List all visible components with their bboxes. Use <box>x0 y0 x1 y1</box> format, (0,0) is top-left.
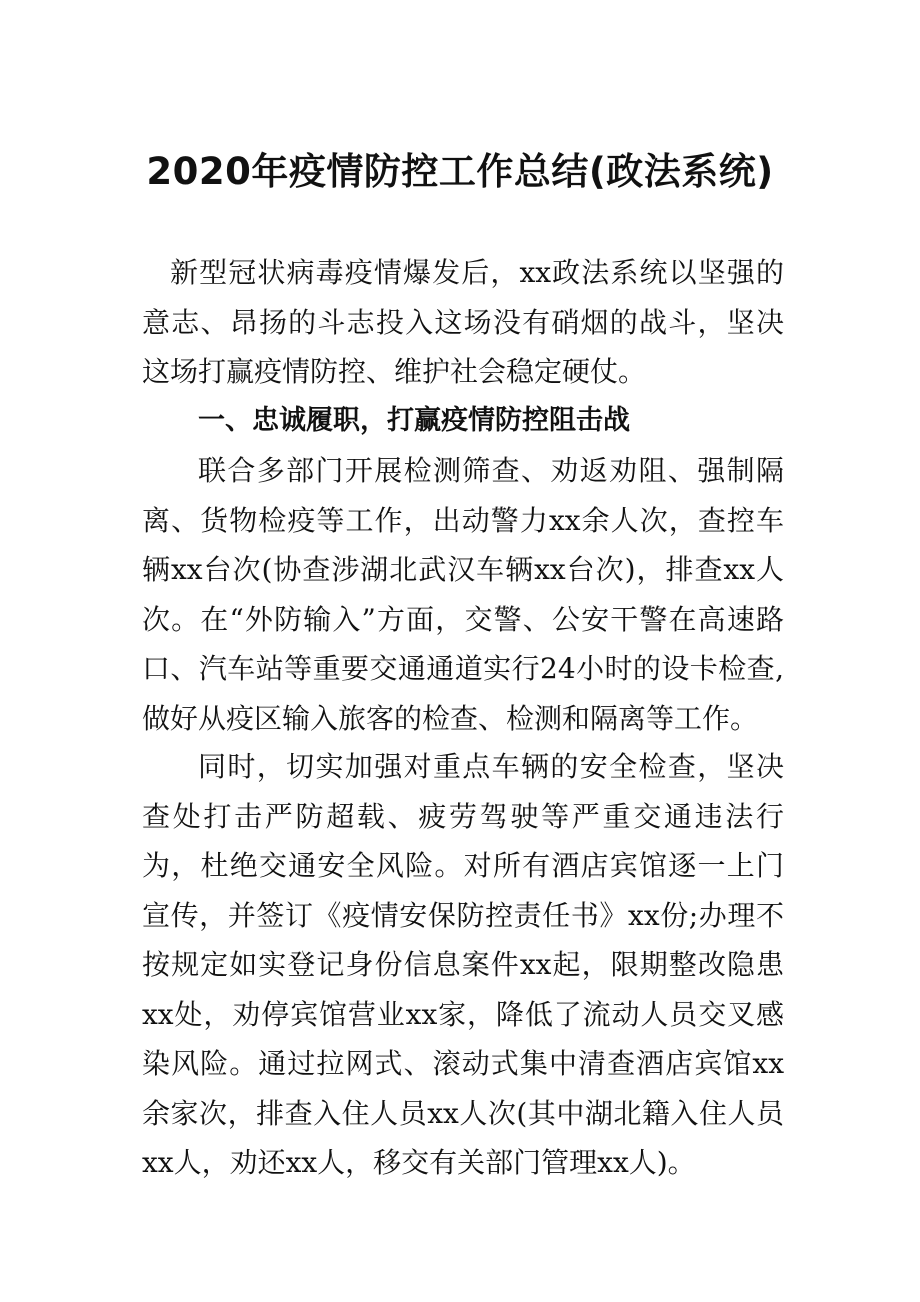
intro-paragraph: 新型冠状病毒疫情爆发后，xx政法系统以坚强的意志、昂扬的斗志投入这场没有硝烟的战斗，坚决这场打赢疫情防控、维护社会稳定硬仗。 <box>142 256 784 388</box>
document-title: 2020年疫情防控工作总结(政法系统) <box>146 150 774 193</box>
section-heading-1: 一、忠诚履职，打赢疫情防控阻击战 <box>198 405 630 436</box>
section-1-paragraph-2: 同时，切实加强对重点车辆的安全检查，坚决查处打击严防超载、疲劳驾驶等严重交通违法行为，杜绝交通安全风险。对所有酒店宾馆逐一上门宣传，并签订《疫情安保防控责任书》xx份;办理不按规定如实登记身份信息案件xx起，限期整改隐患xx处，劝停宾馆营业xx家，降低了流动人员交叉感染风险。通过拉网式、滚动式集中清查酒店宾馆xx余家次，排查入住人员xx人次(其中湖北籍入住人员xx人，劝还xx人，移交有关部门管理xx人)。 <box>142 750 784 1179</box>
section-1-paragraph-1: 联合多部门开展检测筛查、劝返劝阻、强制隔离、货物检疫等工作，出动警力xx余人次，查控车辆xx台次(协查涉湖北武汉车辆xx台次)，排查xx人次。在“外防输入”方面，交警、公安干警在高速路口、汽车站等重要交通通道实行24小时的设卡检查,做好从疫区输入旅客的检查、检测和隔离等工作。 <box>142 454 784 735</box>
